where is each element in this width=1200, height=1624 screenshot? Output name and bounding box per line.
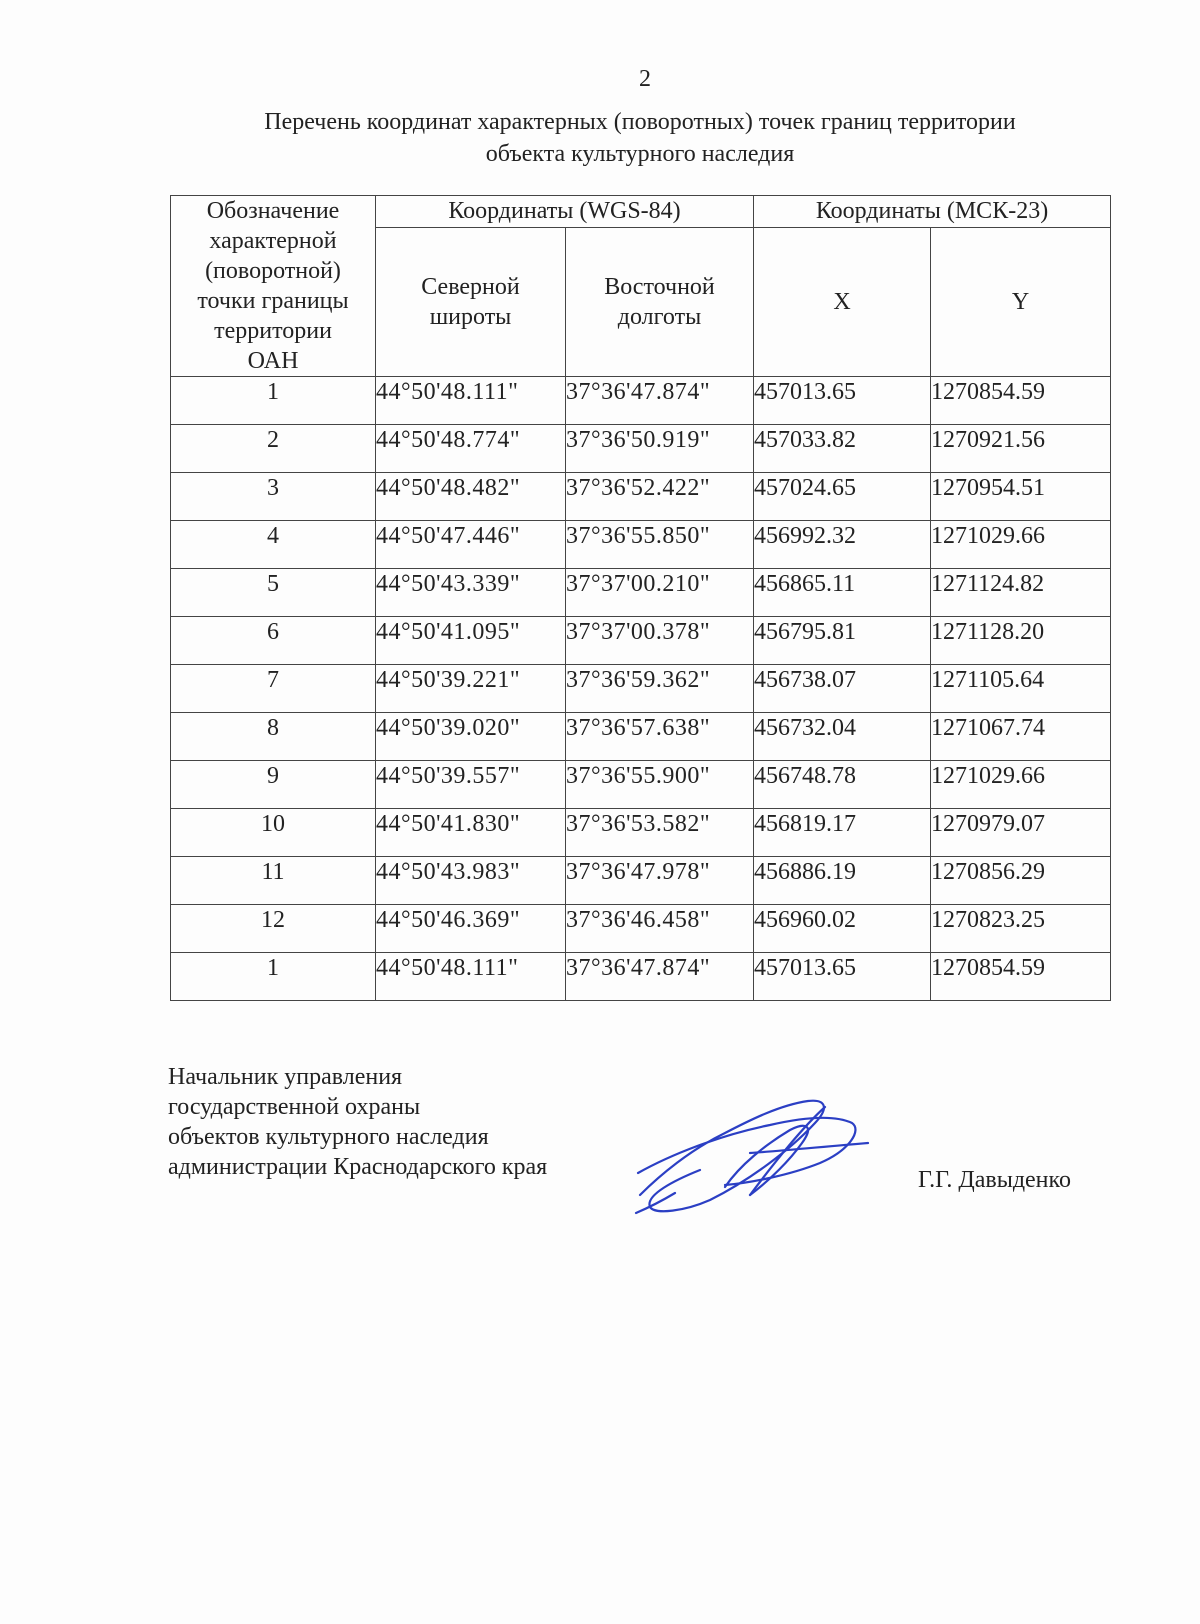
cell-y: 1270979.07	[931, 809, 1111, 857]
cell-latitude: 44°50'48.482"	[376, 473, 566, 521]
header-designation-line: характерной	[209, 228, 337, 254]
table-row	[171, 953, 1111, 1001]
header-latitude-line: Северной	[421, 273, 520, 300]
cell-point-number: 9	[171, 761, 376, 809]
table-row	[171, 425, 1111, 473]
cell-x: 456992.32	[754, 521, 931, 569]
cell-longitude: 37°36'47.874"	[566, 953, 754, 1001]
header-designation-line: Обозначение	[206, 198, 340, 224]
cell-point-number: 2	[171, 425, 376, 473]
cell-x: 456748.78	[754, 761, 931, 809]
signatory-position-line: государственной охраны	[168, 1094, 421, 1120]
cell-y: 1270856.29	[931, 857, 1111, 905]
cell-point-number: 11	[171, 857, 376, 905]
header-wgs84-group: Координаты (WGS-84)	[376, 196, 754, 228]
table-row	[171, 569, 1111, 617]
cell-y: 1271124.82	[931, 569, 1111, 617]
cell-y: 1271105.64	[931, 665, 1111, 713]
cell-latitude: 44°50'48.111"	[376, 377, 566, 425]
table-row	[171, 665, 1111, 713]
cell-longitude: 37°36'52.422"	[566, 473, 754, 521]
coordinates-table	[170, 195, 1111, 1001]
header-longitude-line: Восточной	[604, 273, 715, 300]
header-designation-line: (поворотной)	[205, 258, 341, 284]
cell-point-number: 4	[171, 521, 376, 569]
cell-point-number: 1	[171, 953, 376, 1001]
table-row	[171, 905, 1111, 953]
cell-latitude: 44°50'48.774"	[376, 425, 566, 473]
cell-longitude: 37°36'46.458"	[566, 905, 754, 953]
cell-latitude: 44°50'43.983"	[376, 857, 566, 905]
cell-x: 457033.82	[754, 425, 931, 473]
cell-longitude: 37°36'55.900"	[566, 761, 754, 809]
handwritten-signature	[630, 1095, 890, 1235]
cell-latitude: 44°50'47.446"	[376, 521, 566, 569]
cell-x: 456960.02	[754, 905, 931, 953]
cell-longitude: 37°36'47.978"	[566, 857, 754, 905]
document-title-line-2: объекта культурного наследия	[485, 141, 795, 167]
signatory-position-line: объектов культурного наследия	[168, 1124, 489, 1150]
table-row	[171, 761, 1111, 809]
cell-x: 457024.65	[754, 473, 931, 521]
signature-stroke	[640, 1101, 824, 1212]
cell-y: 1270954.51	[931, 473, 1111, 521]
signatory-position	[168, 1062, 547, 1182]
cell-y: 1271029.66	[931, 761, 1111, 809]
cell-longitude: 37°36'55.850"	[566, 521, 754, 569]
cell-y: 1270854.59	[931, 953, 1111, 1001]
cell-y: 1270823.25	[931, 905, 1111, 953]
cell-longitude: 37°36'57.638"	[566, 713, 754, 761]
cell-latitude: 44°50'39.020"	[376, 713, 566, 761]
cell-y: 1271128.20	[931, 617, 1111, 665]
cell-latitude: 44°50'48.111"	[376, 953, 566, 1001]
cell-point-number: 1	[171, 377, 376, 425]
cell-latitude: 44°50'39.557"	[376, 761, 566, 809]
cell-longitude: 37°37'00.378"	[566, 617, 754, 665]
table-row	[171, 713, 1111, 761]
table-row	[171, 473, 1111, 521]
coordinates-table-body	[171, 377, 1111, 1001]
cell-y: 1271029.66	[931, 521, 1111, 569]
header-longitude	[566, 227, 754, 376]
table-row	[171, 617, 1111, 665]
cell-longitude: 37°36'59.362"	[566, 665, 754, 713]
header-designation-line: точки границы	[197, 288, 349, 314]
cell-point-number: 12	[171, 905, 376, 953]
table-row	[171, 857, 1111, 905]
cell-latitude: 44°50'46.369"	[376, 905, 566, 953]
cell-point-number: 3	[171, 473, 376, 521]
cell-x: 456886.19	[754, 857, 931, 905]
cell-y: 1270921.56	[931, 425, 1111, 473]
cell-y: 1271067.74	[931, 713, 1111, 761]
cell-latitude: 44°50'41.830"	[376, 809, 566, 857]
cell-longitude: 37°36'53.582"	[566, 809, 754, 857]
cell-x: 456732.04	[754, 713, 931, 761]
signatory-position-line: Начальник управления	[168, 1064, 403, 1090]
cell-latitude: 44°50'39.221"	[376, 665, 566, 713]
signatory-position-line: администрации Краснодарского края	[168, 1154, 548, 1180]
cell-x: 456819.17	[754, 809, 931, 857]
cell-point-number: 7	[171, 665, 376, 713]
header-latitude	[376, 227, 566, 376]
cell-latitude: 44°50'43.339"	[376, 569, 566, 617]
cell-longitude: 37°36'50.919"	[566, 425, 754, 473]
cell-x: 456738.07	[754, 665, 931, 713]
header-y: Y	[931, 227, 1111, 376]
cell-x: 456795.81	[754, 617, 931, 665]
cell-y: 1270854.59	[931, 377, 1111, 425]
cell-x: 457013.65	[754, 377, 931, 425]
cell-longitude: 37°36'47.874"	[566, 377, 754, 425]
cell-latitude: 44°50'41.095"	[376, 617, 566, 665]
signatory-name: Г.Г. Давыденко	[918, 1167, 1071, 1193]
header-designation-line: территории	[214, 318, 332, 344]
document-title	[190, 106, 1090, 170]
cell-point-number: 5	[171, 569, 376, 617]
table-row	[171, 521, 1111, 569]
cell-point-number: 8	[171, 713, 376, 761]
header-x: X	[754, 227, 931, 376]
cell-x: 457013.65	[754, 953, 931, 1001]
document-title-line-1: Перечень координат характерных (поворотных) точек границ территории	[264, 109, 1016, 135]
cell-point-number: 6	[171, 617, 376, 665]
signature-stroke	[638, 1118, 855, 1185]
header-designation-line: ОАН	[247, 348, 299, 374]
cell-point-number: 10	[171, 809, 376, 857]
header-longitude-line: долготы	[617, 303, 702, 330]
header-latitude-line: широты	[429, 303, 512, 330]
table-row	[171, 377, 1111, 425]
header-msk23-group: Координаты (МСК-23)	[754, 196, 1111, 228]
cell-x: 456865.11	[754, 569, 931, 617]
page-number: 2	[639, 66, 651, 92]
table-row	[171, 809, 1111, 857]
header-point-designation	[171, 196, 376, 377]
cell-longitude: 37°37'00.210"	[566, 569, 754, 617]
